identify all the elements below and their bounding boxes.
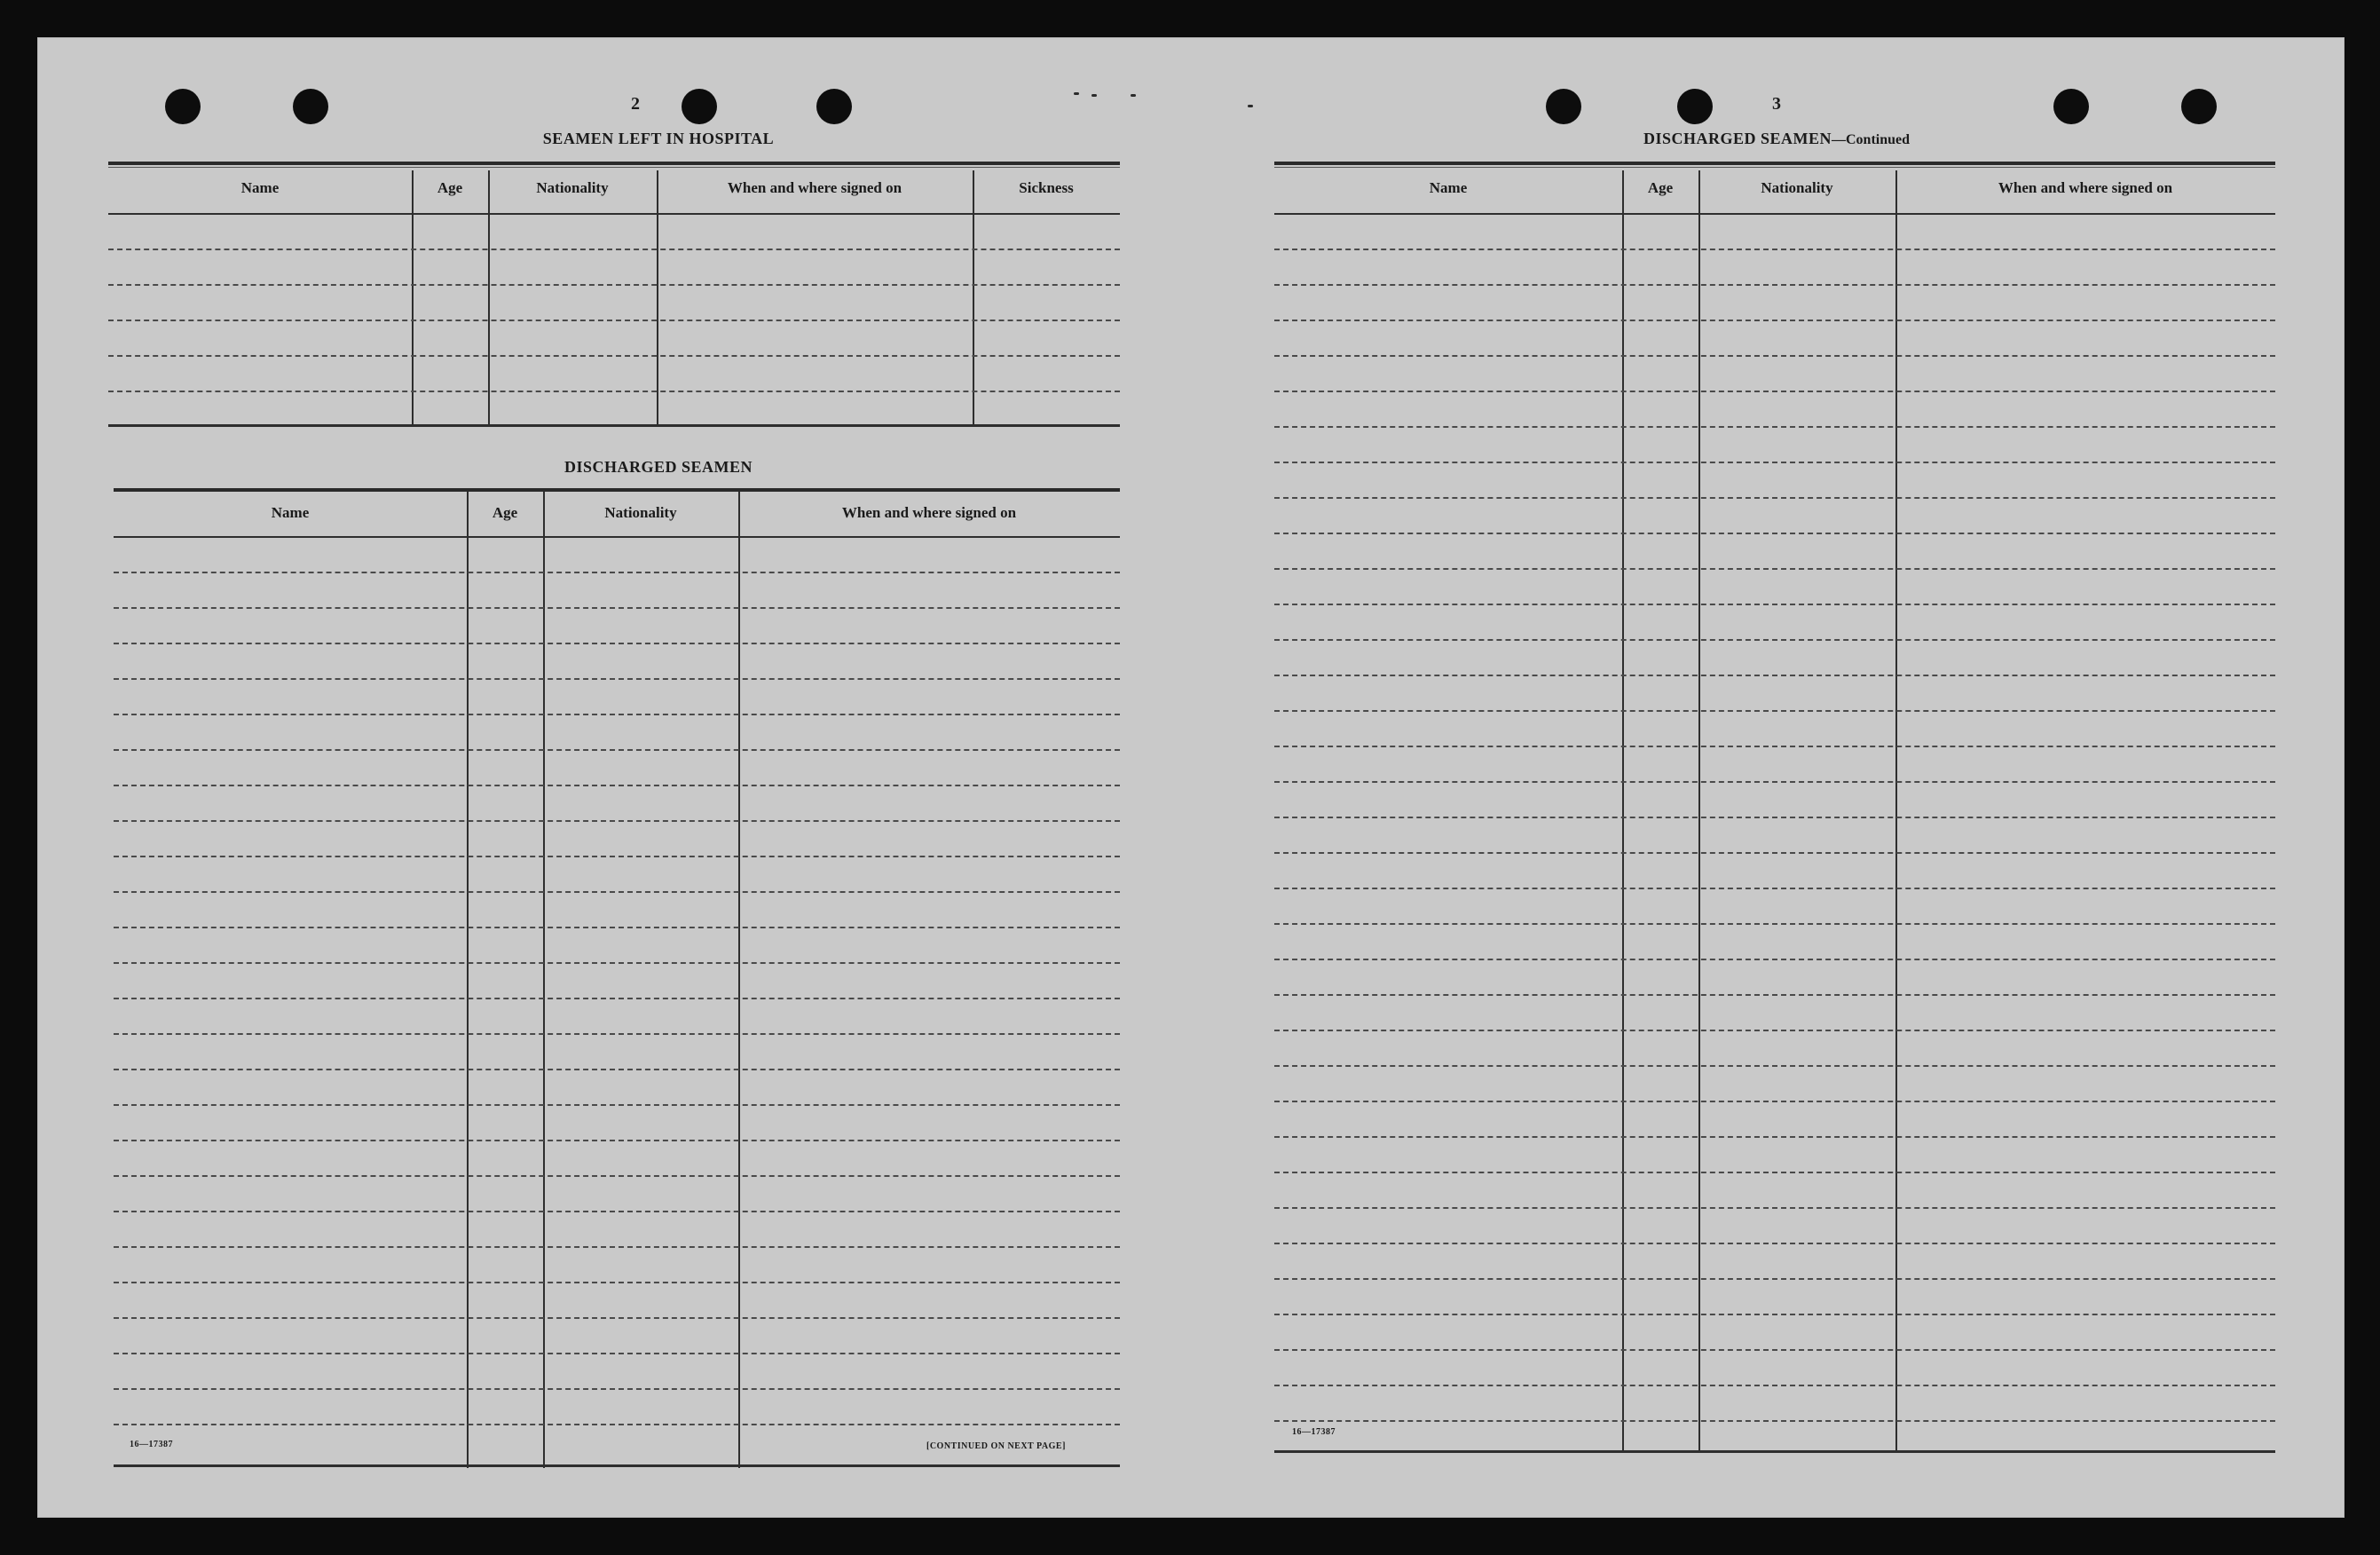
table-row [108, 249, 1120, 250]
table-row [1274, 462, 2275, 463]
table-row [114, 998, 1120, 999]
punch-hole [682, 89, 717, 124]
table-row [1274, 426, 2275, 428]
table-row [1274, 1101, 2275, 1102]
discharged-section-title: DISCHARGED SEAMEN [563, 458, 753, 476]
discharged-table-left [114, 488, 1120, 1470]
table-row [114, 1104, 1120, 1106]
table-row [1274, 355, 2275, 357]
column-divider [1895, 170, 1897, 1452]
table-row [1274, 1278, 2275, 1280]
table-top-rule [1274, 162, 2275, 165]
col-header-signed-on: When and where signed on [1998, 179, 2173, 196]
punch-hole [2181, 89, 2217, 124]
ink-speck [1074, 92, 1079, 95]
table-row [114, 749, 1120, 751]
col-header-name: Name [271, 504, 310, 521]
table-row [114, 714, 1120, 715]
punch-hole [816, 89, 852, 124]
table-row [108, 320, 1120, 321]
page-number-left: 2 [631, 94, 640, 114]
form-sheet [37, 37, 2345, 1518]
table-row [1274, 1136, 2275, 1138]
punch-hole [1546, 89, 1581, 124]
table-row [114, 927, 1120, 928]
header-rule [1274, 213, 2275, 215]
table-row [114, 1246, 1120, 1248]
table-row [1274, 391, 2275, 392]
col-header-sickness: Sickness [1019, 179, 1074, 196]
table-row [114, 891, 1120, 893]
table-row [1274, 639, 2275, 641]
ink-speck [1091, 94, 1097, 97]
column-divider [543, 492, 545, 1468]
table-row [1274, 1314, 2275, 1315]
table-row [1274, 994, 2275, 996]
discharged-title-text: DISCHARGED SEAMEN [1643, 130, 1832, 147]
table-row [1274, 497, 2275, 499]
table-row [114, 572, 1120, 573]
table-row [1274, 675, 2275, 676]
table-row [1274, 284, 2275, 286]
table-top-rule [108, 167, 1120, 168]
column-divider [1622, 170, 1624, 1452]
table-row [114, 1353, 1120, 1354]
table-row [1274, 1065, 2275, 1067]
continued-suffix: —Continued [1832, 132, 1911, 147]
header-rule [108, 213, 1120, 215]
table-row [108, 355, 1120, 357]
header-rule [114, 536, 1120, 538]
col-header-nationality: Nationality [1761, 179, 1833, 196]
table-row [114, 785, 1120, 786]
table-row [1274, 249, 2275, 250]
form-number-right: 16—17387 [1292, 1427, 1336, 1437]
table-row [114, 1033, 1120, 1035]
hospital-section-title: SEAMEN LEFT IN HOSPITAL [542, 130, 775, 147]
table-row [114, 607, 1120, 609]
table-row [114, 1211, 1120, 1212]
column-divider [488, 170, 490, 426]
table-row [114, 1175, 1120, 1177]
table-row [114, 856, 1120, 857]
column-divider [657, 170, 658, 426]
table-row [114, 962, 1120, 964]
table-row [1274, 781, 2275, 783]
table-top-rule [1274, 167, 2275, 168]
column-divider [412, 170, 414, 426]
discharged-table-right [1274, 162, 2275, 1454]
table-row [1274, 1385, 2275, 1386]
table-row [114, 678, 1120, 680]
column-divider [1698, 170, 1700, 1452]
page-number-right: 3 [1772, 94, 1781, 114]
col-header-signed-on: When and where signed on [841, 504, 1017, 521]
table-row [1274, 746, 2275, 747]
table-row [1274, 1243, 2275, 1244]
table-row [1274, 1349, 2275, 1351]
table-row [114, 1140, 1120, 1141]
table-bottom-rule [114, 1464, 1120, 1467]
col-header-age: Age [492, 504, 518, 521]
table-row [1274, 1207, 2275, 1209]
col-header-age: Age [437, 179, 463, 196]
column-divider [738, 492, 740, 1468]
table-row [114, 1388, 1120, 1390]
table-top-rule [114, 488, 1120, 492]
table-row [108, 284, 1120, 286]
form-number-left: 16—17387 [130, 1440, 173, 1449]
col-header-signed-on: When and where signed on [727, 179, 902, 196]
continued-note: [CONTINUED ON NEXT PAGE] [926, 1441, 1066, 1451]
discharged-continued-title [1599, 130, 1954, 148]
punch-hole [293, 89, 328, 124]
table-bottom-rule [1274, 1450, 2275, 1453]
punch-hole [2053, 89, 2089, 124]
table-row [1274, 568, 2275, 570]
table-row [1274, 852, 2275, 854]
col-header-age: Age [1647, 179, 1674, 196]
table-row [1274, 923, 2275, 925]
table-row [114, 1424, 1120, 1425]
table-row [1274, 1172, 2275, 1173]
table-row [114, 643, 1120, 644]
table-bottom-rule [108, 424, 1120, 427]
col-header-name: Name [240, 179, 280, 196]
table-row [1274, 604, 2275, 605]
table-row [114, 820, 1120, 822]
col-header-name: Name [1429, 179, 1468, 196]
table-row [114, 1282, 1120, 1283]
ink-speck [1131, 94, 1136, 97]
table-row [1274, 959, 2275, 960]
punch-hole [1677, 89, 1713, 124]
col-header-nationality: Nationality [536, 179, 609, 196]
table-top-rule [108, 162, 1120, 165]
table-row [108, 391, 1120, 392]
table-row [1274, 710, 2275, 712]
hospital-table [108, 162, 1120, 428]
col-header-nationality: Nationality [604, 504, 677, 521]
column-divider [973, 170, 974, 426]
punch-hole [165, 89, 201, 124]
table-row [1274, 817, 2275, 818]
table-row [1274, 1030, 2275, 1031]
table-row [114, 1317, 1120, 1319]
table-row [1274, 533, 2275, 534]
table-row [1274, 888, 2275, 889]
table-row [114, 1069, 1120, 1070]
table-row [1274, 320, 2275, 321]
column-divider [467, 492, 469, 1468]
ink-speck [1248, 105, 1253, 107]
table-row [1274, 1420, 2275, 1422]
